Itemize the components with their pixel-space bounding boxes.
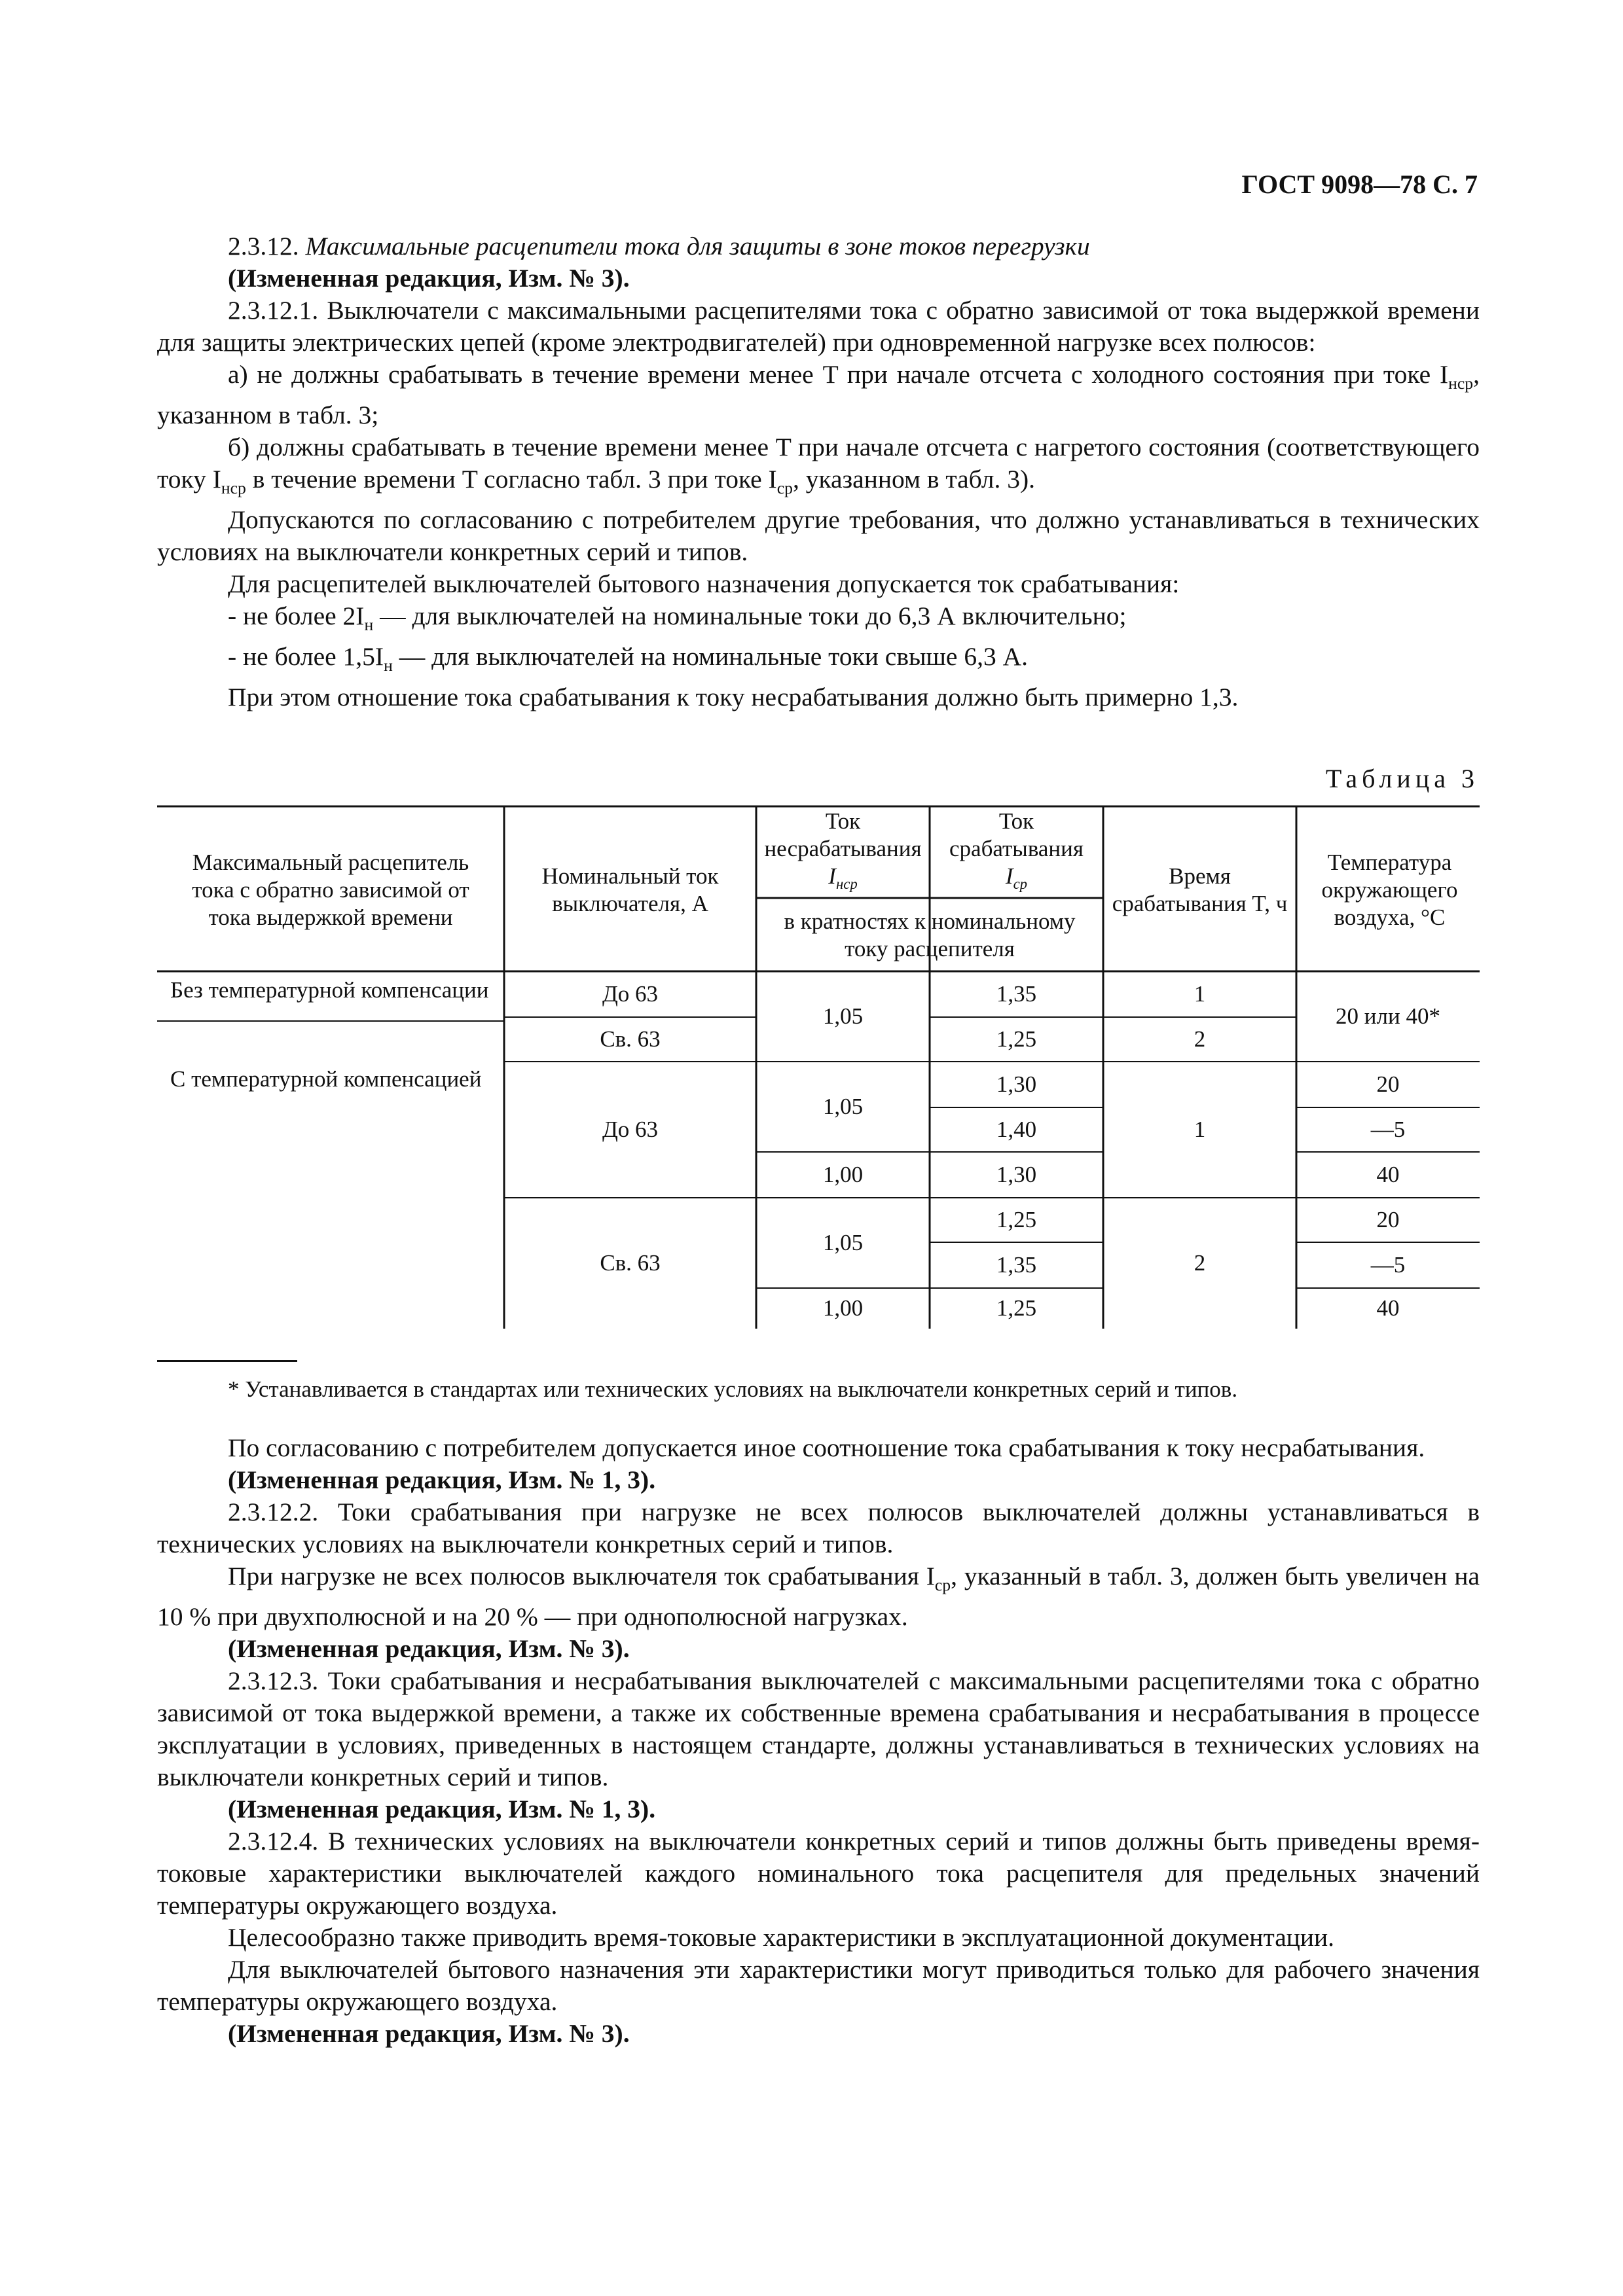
item-a-text: а) не должны срабатывать в течение времени менее T при начале отсчета с холодного состояния при токе I [228, 360, 1449, 389]
header-multiples: в кратностях к номинальному току расцепителя [784, 908, 1076, 961]
cell-trip: 1,30 [996, 1071, 1037, 1097]
amendment-note: (Измененная редакция, Изм. № 3). [228, 2018, 630, 2048]
dash-1-subscript: н [364, 615, 374, 634]
cell-non-trip: 1,00 [822, 1162, 864, 1187]
amendment-note: (Измененная редакция, Изм. № 1, 3). [228, 1794, 656, 1823]
paragraph-partial-load [157, 1560, 1480, 1633]
footnote: * Устанавливается в стандартах или технических условиях на выключатели конкретных серий и типов. [228, 1376, 1238, 1402]
dash-item-1 [157, 600, 1480, 641]
header-trip-current [933, 809, 1100, 897]
item-b-text-end: , указанном в табл. 3). [792, 464, 1035, 493]
section-title: Максимальные расцепители тока для защиты в зоне токов перегрузки [305, 232, 1090, 260]
header-trip-label: Ток срабатывания [949, 808, 1084, 861]
partial-text-end: , указанный в табл. 3, должен быть увеличен на 10 % при двухполюсной и на 20 % — при однополюсной нагрузках. [157, 1562, 1480, 1631]
paragraph-2-3-12-2: 2.3.12.2. Токи срабатывания при нагрузке не всех полюсов выключателей должны устанавливаться в технических условиях на выключатели конкретных серий и типов. [157, 1498, 1480, 1558]
paragraph-allowed: Допускаются по согласованию с потребителем другие требования, что должно устанавливаться в технических условиях на выключатели конкретных серий и типов. [157, 505, 1480, 566]
cell-trip: 1,25 [996, 1207, 1037, 1232]
symbol-i: I [828, 863, 836, 889]
body-text-top [157, 230, 1480, 713]
symbol-sub: нср [835, 876, 858, 892]
group-with-compensation: С температурной компенсацией [170, 1066, 482, 1092]
cell-temp: —5 [1370, 1117, 1406, 1142]
paragraph-agreement: По согласованию с потребителем допускается иное соотношение тока срабатывания к току несрабатывания. [228, 1433, 1425, 1462]
cell-non-trip: 1,05 [822, 1094, 864, 1119]
header-release-type: Максимальный расцепитель тока с обратно зависимой от тока выдержкой времени [192, 850, 469, 930]
header-non-trip-symbol [828, 863, 857, 898]
cell-trip: 1,40 [996, 1117, 1037, 1142]
header-trip-time: Время срабатывания T, ч [1112, 863, 1288, 916]
cell-temp: 20 [1376, 1207, 1400, 1232]
section-2-3-12 [157, 230, 1480, 262]
header-trip-symbol [1006, 863, 1027, 898]
table-caption: Таблица 3 [1325, 764, 1479, 793]
cell-time: 2 [1194, 1250, 1206, 1276]
table-3 [157, 805, 1480, 1329]
cell-non-trip: 1,00 [822, 1295, 864, 1321]
cell-time: 1 [1194, 981, 1206, 1007]
item-a-subscript: нср [1448, 373, 1474, 393]
item-b-subscript-1: нср [221, 478, 246, 497]
cell-temp: 20 [1376, 1071, 1400, 1097]
paragraph-household: Для расцепителей выключателей бытового назначения допускается ток срабатывания: [228, 569, 1180, 598]
body-text-bottom [157, 1432, 1480, 2050]
cell-non-trip: 1,05 [822, 1230, 864, 1255]
cell-rated-upto63: До 63 [602, 1117, 659, 1142]
header-rated-current: Номинальный ток выключателя, А [541, 863, 719, 916]
item-a [157, 359, 1480, 431]
item-a-text-end: , указанном в табл. 3; [157, 360, 1480, 429]
header-non-trip-label: Ток несрабатывания [764, 808, 922, 861]
amendment-note: (Измененная редакция, Изм. № 1, 3). [228, 1465, 656, 1494]
cell-trip: 1,25 [996, 1295, 1037, 1321]
dash-1-text: - не более 2I [228, 601, 365, 630]
cell-non-trip: 1,05 [822, 1003, 864, 1029]
item-b-subscript-2: ср [776, 478, 793, 497]
page-header: ГОСТ 9098—78 С. 7 [1241, 170, 1478, 199]
cell-temp: 40 [1376, 1162, 1400, 1187]
group-no-compensation: Без температурной компенсации [170, 977, 489, 1003]
dash-2-subscript: н [384, 655, 393, 675]
footnote-rule [157, 1360, 297, 1362]
cell-time: 1 [1194, 1117, 1206, 1142]
cell-temp-20-or-40: 20 или 40* [1336, 1003, 1440, 1029]
partial-subscript: ср [934, 1575, 951, 1594]
cell-temp: —5 [1370, 1252, 1406, 1278]
amendment-note: (Измененная редакция, Изм. № 3). [228, 1634, 630, 1663]
paragraph-2-3-12-4: 2.3.12.4. В технических условиях на выключатели конкретных серий и типов должны быть приведены время-токовые характеристики выключателей каждого номинального тока расцепителя для предельных значений температуры окружающего воздуха. [157, 1826, 1480, 1920]
item-b [157, 431, 1480, 504]
cell-trip: 1,30 [996, 1162, 1037, 1187]
header-non-trip-current [759, 809, 926, 897]
cell-trip: 1,35 [996, 981, 1037, 1007]
footnote-block [157, 1360, 1480, 1404]
section-number: 2.3.12. [228, 232, 299, 260]
paragraph-expedient: Целесообразно также приводить время-токовые характеристики в эксплуатационной документации. [228, 1922, 1335, 1952]
paragraph-household-chars: Для выключателей бытового назначения эти характеристики могут приводиться только для рабочего значения температуры окружающего воздуха. [157, 1954, 1480, 2016]
cell-rated-over63: Св. 63 [600, 1250, 661, 1276]
cell-trip: 1,25 [996, 1026, 1037, 1052]
cell-rated-over63: Св. 63 [600, 1026, 661, 1052]
partial-text: При нагрузке не всех полюсов выключателя ток срабатывания I [228, 1562, 935, 1590]
dash-2-text-end: — для выключателей на номинальные токи свыше 6,3 А. [392, 641, 1028, 671]
dash-item-2 [157, 641, 1480, 681]
symbol-sub: ср [1013, 876, 1028, 892]
paragraph-ratio: При этом отношение тока срабатывания к току несрабатывания должно быть примерно 1,3. [228, 682, 1239, 711]
header-ambient-temp: Температура окружающего воздуха, °С [1321, 850, 1458, 930]
amendment-note: (Измененная редакция, Изм. № 3). [228, 264, 630, 293]
symbol-i: I [1005, 863, 1013, 889]
dash-2-text: - не более 1,5I [228, 641, 384, 671]
cell-temp: 40 [1376, 1295, 1400, 1321]
paragraph-2-3-12-3: 2.3.12.3. Токи срабатывания и несрабатывания выключателей с максимальными расцепителями тока с обратно зависимой от тока выдержкой времени, а также их собственные времена срабатывания и несрабатывания в процессе эксплуатации в условиях, приведенных в настоящем стандарте, должны устанавливаться в технических условиях на выключатели конкретных серий и типов. [157, 1666, 1480, 1791]
item-b-text-mid: в течение времени T согласно табл. 3 при токе I [246, 464, 777, 493]
cell-time: 2 [1194, 1026, 1206, 1052]
paragraph-2-3-12-1: 2.3.12.1. Выключатели с максимальными расцепителями тока с обратно зависимой от тока выдержкой времени для защиты электрических цепей (кроме электродвигателей) при одновременной нагрузке всех полюсов: [157, 296, 1480, 357]
item-b-text: б) должны срабатывать в течение времени менее T при начале отсчета с нагретого состояния (соответствующего току I [157, 432, 1480, 493]
cell-rated-upto63: До 63 [602, 981, 659, 1007]
dash-1-text-end: — для выключателей на номинальные токи до 6,3 А включительно; [373, 601, 1127, 630]
cell-trip: 1,35 [996, 1252, 1037, 1278]
